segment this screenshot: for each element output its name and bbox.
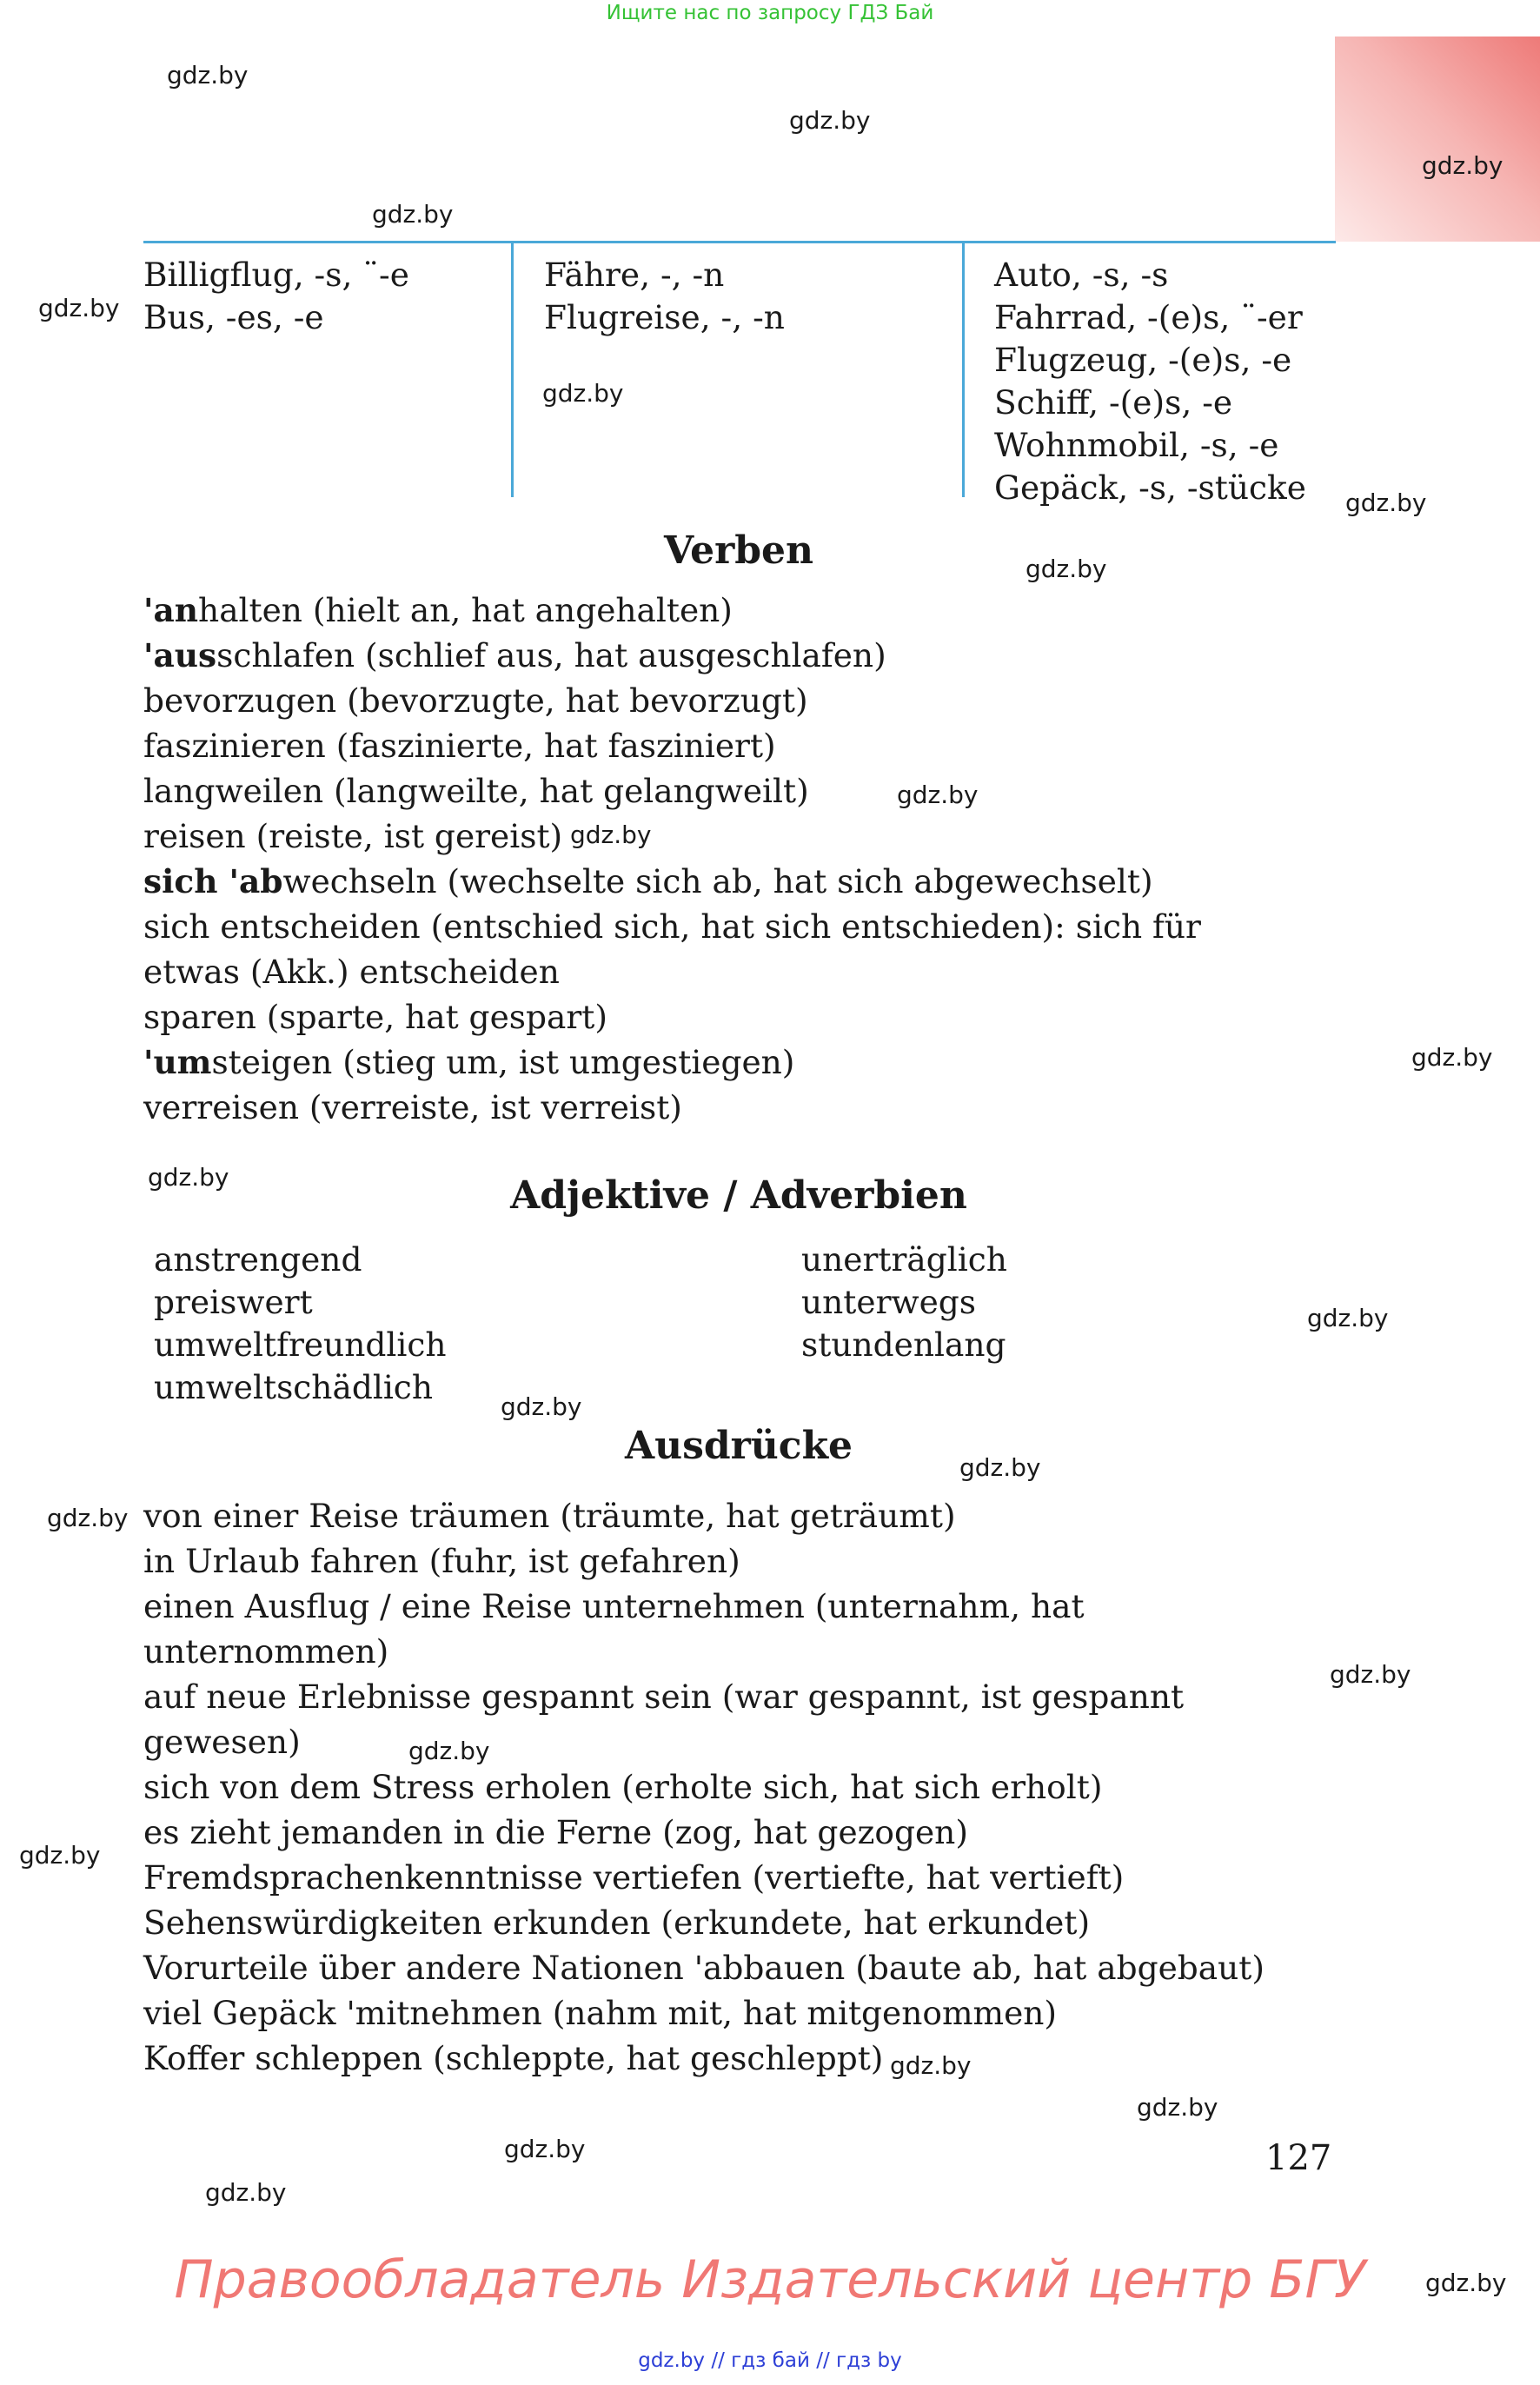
expression-entry: Koffer schleppen (schleppte, hat geschleppt) bbox=[143, 2039, 884, 2077]
watermark: gdz.by bbox=[1425, 2269, 1507, 2297]
watermark: gdz.by bbox=[789, 106, 871, 135]
noun-entry: Billigflug, -s, ¨-e bbox=[143, 256, 409, 294]
top-banner[interactable]: Ищите нас по запросу ГДЗ Бай bbox=[606, 2, 934, 24]
adjective-entry: preiswert bbox=[154, 1283, 313, 1321]
adjective-entry: unterwegs bbox=[801, 1283, 977, 1321]
expression-entry: in Urlaub fahren (fuhr, ist gefahren) bbox=[143, 1542, 740, 1580]
verb-entry: sparen (sparte, hat gespart) bbox=[143, 998, 607, 1036]
expression-entry: gewesen) bbox=[143, 1723, 301, 1761]
verb-entry: sich 'abwechseln (wechselte sich ab, hat sich abgewechselt) bbox=[143, 862, 1153, 900]
watermark: gdz.by bbox=[1137, 2093, 1218, 2122]
watermark: gdz.by bbox=[1307, 1304, 1389, 1332]
adjective-entry: anstrengend bbox=[154, 1240, 362, 1279]
watermark: gdz.by bbox=[1026, 555, 1107, 583]
noun-entry: Gepäck, -s, -stücke bbox=[994, 468, 1306, 507]
expression-entry: es zieht jemanden in die Ferne (zog, hat gezogen) bbox=[143, 1813, 968, 1851]
watermark: gdz.by bbox=[372, 200, 454, 229]
expression-entry: Sehenswürdigkeiten erkunden (erkundete, hat erkundet) bbox=[143, 1903, 1091, 1942]
watermark: gdz.by bbox=[167, 61, 249, 90]
watermark: gdz.by bbox=[570, 820, 652, 849]
adjective-entry: umweltfreundlich bbox=[154, 1325, 447, 1364]
watermark: gdz.by bbox=[959, 1453, 1041, 1482]
watermark: gdz.by bbox=[1345, 488, 1427, 517]
adjective-entry: unerträglich bbox=[801, 1240, 1007, 1279]
verb-entry: sich entscheiden (entschied sich, hat sich entschieden): sich für bbox=[143, 907, 1201, 946]
expression-entry: Fremdsprachenkenntnisse vertiefen (vertiefte, hat vertieft) bbox=[143, 1858, 1125, 1897]
watermark: gdz.by bbox=[408, 1737, 490, 1765]
watermark: gdz.by bbox=[205, 2178, 287, 2207]
watermark: gdz.by bbox=[890, 2051, 972, 2080]
footer-links[interactable]: gdz.by // гдз бай // гдз by bbox=[638, 2349, 902, 2372]
watermark: gdz.by bbox=[148, 1163, 229, 1192]
expression-entry: auf neue Erlebnisse gespannt sein (war gespannt, ist gespannt bbox=[143, 1677, 1185, 1716]
noun-entry: Wohnmobil, -s, -e bbox=[994, 426, 1279, 464]
verb-entry: verreisen (verreiste, ist verreist) bbox=[143, 1088, 682, 1126]
watermark: gdz.by bbox=[501, 1392, 582, 1421]
watermark: gdz.by bbox=[504, 2135, 586, 2163]
verb-entry: etwas (Akk.) entscheiden bbox=[143, 953, 560, 991]
copyright-notice: Правообладатель Издательский центр БГУ bbox=[174, 2249, 1366, 2310]
watermark: gdz.by bbox=[1422, 151, 1503, 180]
expression-entry: einen Ausflug / eine Reise unternehmen (unternahm, hat bbox=[143, 1587, 1085, 1625]
verb-entry: 'umsteigen (stieg um, ist umgestiegen) bbox=[143, 1043, 795, 1081]
verb-entry: reisen (reiste, ist gereist) bbox=[143, 817, 563, 855]
adjective-entry: umweltschädlich bbox=[154, 1368, 433, 1406]
watermark: gdz.by bbox=[542, 379, 624, 408]
expression-entry: unternommen) bbox=[143, 1632, 389, 1671]
noun-entry: Flugreise, -, -n bbox=[544, 298, 785, 336]
expression-entry: viel Gepäck 'mitnehmen (nahm mit, hat mitgenommen) bbox=[143, 1994, 1058, 2032]
table-top-rule bbox=[143, 241, 1336, 243]
noun-entry: Auto, -s, -s bbox=[994, 256, 1169, 294]
expression-entry: sich von dem Stress erholen (erholte sich, hat sich erholt) bbox=[143, 1768, 1103, 1806]
verb-entry: faszinieren (faszinierte, hat fasziniert) bbox=[143, 727, 776, 765]
column-divider bbox=[962, 243, 965, 497]
expression-entry: Vorurteile über andere Nationen 'abbauen (baute ab, hat abgebaut) bbox=[143, 1949, 1265, 1987]
watermark: gdz.by bbox=[897, 781, 979, 809]
watermark: gdz.by bbox=[38, 294, 120, 322]
column-divider bbox=[511, 243, 514, 497]
corner-decoration bbox=[1335, 37, 1540, 242]
verb-entry: 'anhalten (hielt an, hat angehalten) bbox=[143, 591, 733, 629]
verb-entry: 'ausschlafen (schlief aus, hat ausgeschlafen) bbox=[143, 636, 886, 674]
noun-entry: Fähre, -, -n bbox=[544, 256, 725, 294]
noun-entry: Flugzeug, -(e)s, -e bbox=[994, 341, 1292, 379]
noun-entry: Fahrrad, -(e)s, ¨-er bbox=[994, 298, 1303, 336]
section-heading-adjektive: Adjektive / Adverbien bbox=[510, 1173, 967, 1218]
watermark: gdz.by bbox=[47, 1504, 129, 1532]
section-heading-ausdruecke: Ausdrücke bbox=[624, 1424, 853, 1468]
verb-entry: langweilen (langweilte, hat gelangweilt) bbox=[143, 772, 809, 810]
section-heading-verben: Verben bbox=[663, 528, 814, 573]
adjective-entry: stundenlang bbox=[801, 1325, 1006, 1364]
noun-entry: Schiff, -(e)s, -e bbox=[994, 383, 1233, 422]
watermark: gdz.by bbox=[1411, 1043, 1493, 1072]
page-number: 127 bbox=[1265, 2138, 1332, 2178]
verb-entry: bevorzugen (bevorzugte, hat bevorzugt) bbox=[143, 681, 808, 720]
noun-entry: Bus, -es, -e bbox=[143, 298, 324, 336]
watermark: gdz.by bbox=[1330, 1660, 1411, 1689]
watermark: gdz.by bbox=[19, 1841, 101, 1870]
expression-entry: von einer Reise träumen (träumte, hat geträumt) bbox=[143, 1497, 956, 1535]
